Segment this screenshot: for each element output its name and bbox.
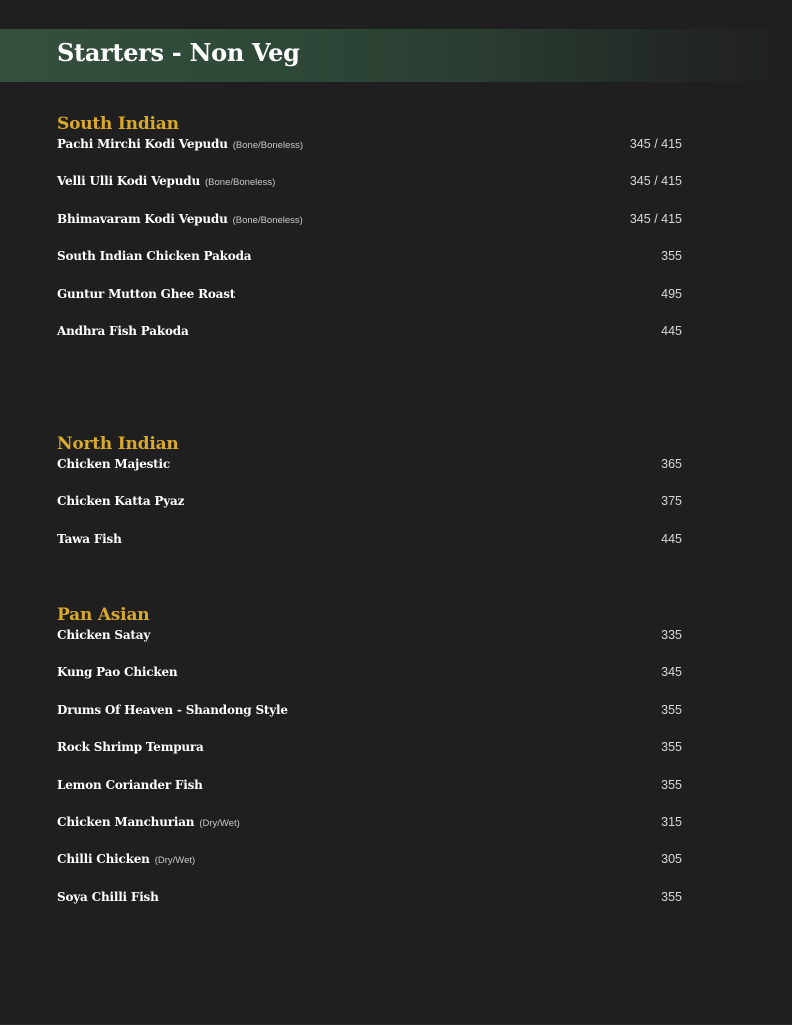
menu-item-list	[57, 457, 682, 569]
item-price: 355	[661, 740, 682, 755]
item-price: 355	[661, 249, 682, 264]
menu-item	[57, 137, 682, 174]
item-price: 375	[661, 494, 682, 509]
item-name: Lemon Coriander Fish	[57, 777, 203, 792]
item-note: (Dry/Wet)	[199, 817, 240, 829]
item-price: 495	[661, 286, 682, 301]
menu-item	[57, 740, 682, 777]
menu-section-south-indian	[57, 114, 682, 361]
item-name: Drums Of Heaven - Shandong Style	[57, 702, 288, 717]
menu-section-pan-asian	[57, 605, 682, 927]
menu-item	[57, 665, 682, 702]
item-name: Andhra Fish Pakoda	[57, 323, 189, 338]
item-name: South Indian Chicken Pakoda	[57, 249, 252, 264]
item-price: 305	[661, 852, 682, 867]
menu-item	[57, 324, 682, 361]
menu-item	[57, 212, 682, 249]
item-name: Pachi Mirchi Kodi Vepudu	[57, 137, 228, 151]
menu-section-north-indian	[57, 434, 682, 569]
menu-item-list	[57, 137, 682, 361]
item-price: 345	[661, 665, 682, 680]
item-name: Bhimavaram Kodi Vepudu	[57, 211, 228, 226]
menu-item	[57, 890, 682, 927]
item-name: Velli Ulli Kodi Vepudu	[57, 174, 200, 189]
item-name: Chicken Katta Pyaz	[57, 494, 185, 509]
item-name: Soya Chilli Fish	[57, 889, 159, 904]
item-name: Chicken Satay	[57, 628, 151, 642]
menu-item	[57, 852, 682, 889]
item-name: Tawa Fish	[57, 531, 122, 546]
menu-item	[57, 628, 682, 665]
item-note: (Bone/Boneless)	[205, 177, 276, 189]
item-price: 355	[661, 889, 682, 904]
menu-item	[57, 815, 682, 852]
item-price: 345 / 415	[629, 137, 682, 151]
item-price: 335	[661, 628, 682, 642]
item-price: 365	[661, 457, 682, 471]
section-title: South Indian	[57, 114, 179, 134]
item-price: 355	[661, 702, 682, 717]
page-header-banner	[0, 29, 792, 82]
item-price: 355	[661, 777, 682, 792]
menu-item	[57, 532, 682, 569]
item-name: Chicken Manchurian	[57, 814, 195, 829]
item-name: Guntur Mutton Ghee Roast	[57, 286, 236, 301]
menu-item	[57, 174, 682, 211]
item-note: (Bone/Boneless)	[232, 140, 303, 151]
item-name: Kung Pao Chicken	[57, 665, 178, 680]
item-note: (Dry/Wet)	[154, 855, 196, 867]
menu-item	[57, 249, 682, 286]
menu-item	[57, 287, 682, 324]
section-title: Pan Asian	[57, 605, 150, 625]
section-title: North Indian	[57, 434, 179, 454]
item-name: Rock Shrimp Tempura	[57, 740, 204, 755]
item-name: Chicken Majestic	[57, 457, 170, 471]
menu-item-list	[57, 628, 682, 927]
item-note: (Bone/Boneless)	[232, 214, 303, 226]
menu-item	[57, 457, 682, 494]
menu-item	[57, 494, 682, 531]
item-price: 345 / 415	[629, 174, 682, 189]
menu-item	[57, 778, 682, 815]
menu-item	[57, 703, 682, 740]
item-price: 445	[661, 531, 682, 546]
item-name: Chilli Chicken	[57, 852, 150, 867]
item-price: 315	[661, 814, 682, 829]
item-price: 445	[661, 323, 682, 338]
item-price: 345 / 415	[629, 211, 682, 226]
page-title: Starters - Non Veg	[57, 38, 300, 67]
